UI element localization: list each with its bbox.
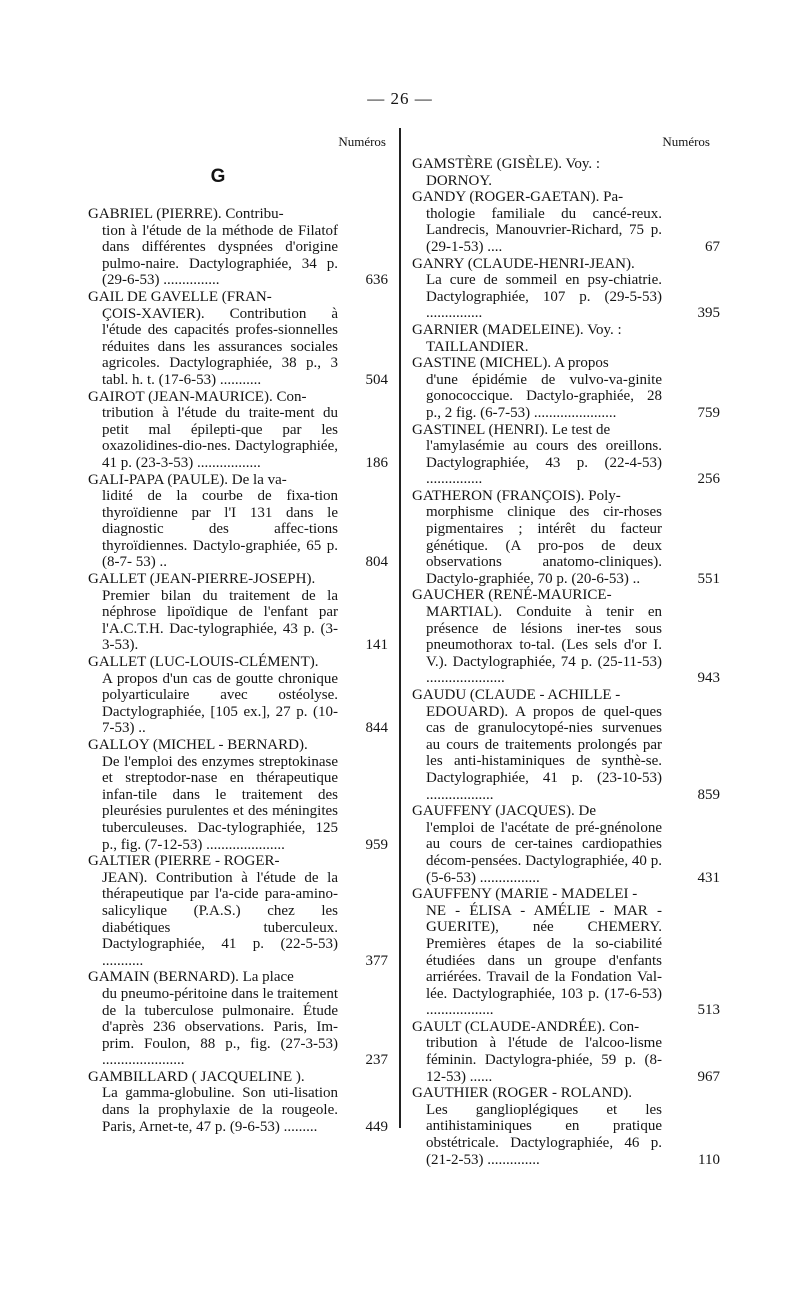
- index-entry: [88, 571, 388, 654]
- entry-heading: GAUDU (CLAUDE - ACHILLE -: [412, 687, 621, 703]
- entry-number: 67: [705, 238, 720, 255]
- entry-body: d'une épidémie de vulvo-va-ginite gonococcique. Dactylo-graphiée, 28 p., 2 fig. (6-7-53) ......................: [426, 371, 662, 421]
- entry-heading: GALLET (LUC-LOUIS-CLÉMENT).: [88, 654, 319, 671]
- index-entry: [412, 255, 720, 322]
- column-divider: [399, 128, 401, 1128]
- entry-heading: GABRIEL (PIERRE). Contribu-: [88, 206, 284, 222]
- entry-body: NE - ÉLISA - AMÉLIE - MAR - GUERITE), née CHEMERY. Premières étapes de la so-ciabilité étudiées dans un groupe d'enfants arriérées. Travail de la Fondation Val-lée. Dactylographiée, 103 p. (17-6-53) ..................: [426, 902, 662, 1019]
- left-column-header: Numéros: [338, 134, 386, 149]
- entry-heading: GAMSTÈRE (GISÈLE). Voy. :: [412, 156, 601, 172]
- entry-heading: GAULT (CLAUDE-ANDRÉE). Con-: [412, 1018, 640, 1035]
- entry-heading: GAUCHER (RENÉ-MAURICE-: [412, 587, 612, 604]
- entry-heading: GANRY (CLAUDE-HENRI-JEAN).: [412, 255, 635, 272]
- entry-number: 377: [365, 952, 388, 969]
- entry-number: 636: [365, 272, 388, 289]
- entry-heading: GASTINE (MICHEL). A propos: [412, 355, 609, 372]
- entry-number: 141: [365, 637, 388, 654]
- entry-body: tribution à l'étude de l'alcoo-lisme féminin. Dactylogra-phiée, 59 p. (8-12-53) ......: [426, 1035, 662, 1085]
- index-entry: [412, 886, 720, 1019]
- index-entry: [88, 969, 388, 1069]
- entry-heading: GANDY (ROGER-GAETAN). Pa-: [412, 189, 624, 206]
- entry-number: 504: [365, 371, 388, 388]
- entry-number: 804: [365, 554, 388, 571]
- index-entry: [88, 1069, 388, 1135]
- entry-number: 844: [365, 720, 388, 737]
- index-entry: [412, 1085, 720, 1168]
- entry-body: du pneumo-péritoine dans le traitement de la tuberculose pulmonaire. Étude d'après 236 observations. Paris, Im-prim. Foulon, 88 p., fig. (27-3-53) ......................: [102, 985, 338, 1069]
- index-entry: [412, 322, 712, 355]
- entry-number: 959: [365, 836, 388, 853]
- entry-heading: GARNIER (MADELEINE). Voy. :: [412, 321, 622, 338]
- entry-heading: GAIL DE GAVELLE (FRAN-: [88, 288, 272, 305]
- entry-body: ÇOIS-XAVIER). Contribution à l'étude des capacités profes-sionnelles réduites dans les assurances sociales agricoles. Dactylographiée, 38 p., 3 tabl. h. t. (17-6-53) ...........: [102, 305, 338, 388]
- entry-heading: GAIROT (JEAN-MAURICE). Con-: [88, 388, 307, 405]
- entry-heading: GAUTHIER (ROGER - ROLAND).: [412, 1085, 632, 1102]
- entry-number: 943: [697, 670, 720, 687]
- entry-heading: GAUFFENY (JACQUES). De: [412, 803, 597, 820]
- left-entries: [88, 206, 388, 1135]
- entry-body: thologie familiale du cancé-reux. Landrecis, Manouvrier-Richard, 75 p. (29-1-53) ....: [426, 205, 662, 255]
- entry-number: 513: [697, 1002, 720, 1019]
- index-entry: [412, 687, 720, 803]
- index-entry: [88, 472, 388, 572]
- entry-number: 759: [697, 404, 720, 421]
- entry-number: 967: [697, 1068, 720, 1085]
- entry-heading: GALLET (JEAN-PIERRE-JOSEPH).: [88, 571, 316, 588]
- entry-number: 395: [697, 305, 720, 322]
- index-entry: [88, 289, 388, 389]
- index-entry: [412, 189, 720, 255]
- entry-number: 449: [365, 1118, 388, 1135]
- entry-body: MARTIAL). Conduite à tenir en présence de lésions iner-tes sous pneumothorax to-tal. (Les sels d'or I. V.). Dactylographiée, 74 p. (25-11-53) .....................: [426, 604, 662, 687]
- entry-body: La gamma-globuline. Son uti-lisation dans la prophylaxie de la rougeole. Paris, Arnet-te, 47 p. (9-6-53) .........: [102, 1085, 338, 1135]
- entry-heading: GATHERON (FRANÇOIS). Poly-: [412, 487, 621, 504]
- index-entry: [412, 156, 712, 189]
- entry-body: TAILLANDIER.: [426, 338, 529, 355]
- entry-number: 551: [697, 570, 720, 587]
- index-entry: [412, 587, 720, 687]
- entry-heading: GASTINEL (HENRI). Le test de: [412, 421, 611, 438]
- entry-heading: GAMAIN (BERNARD). La place: [88, 969, 294, 986]
- right-entries: [412, 156, 720, 1168]
- entry-body: morphisme clinique des cir-rhoses pigmentaires ; intérêt du facteur génétique. (A pro-pos de deux observations anatomo-cliniques). Dactylo-graphiée, 70 p. (20-6-53) ..: [426, 504, 662, 587]
- entry-body: De l'emploi des enzymes streptokinase et streptodor-nase en thérapeutique infan-tile dans le traitement des pleurésies purulentes et des méningites tuberculeuses. Dac-tylographiée, 125 p., fig. (7-12-53) .....................: [102, 753, 338, 853]
- entry-heading: GALTIER (PIERRE - ROGER-: [88, 853, 280, 870]
- index-entry: [88, 654, 388, 737]
- entry-body: lidité de la courbe de fixa-tion thyroïdienne par l'I 131 dans le diagnostic des affec-tions thyroïdiennes. Dactylo-graphiée, 65 p. (8-7- 53) ..: [102, 488, 338, 571]
- entry-body: EDOUARD). A propos de quel-ques cas de granulocytopé-nies survenues au cours de traitements prolongés par les anti-histaminiques de synthè-se. Dactylographiée, 41 p. (23-10-53) ..................: [426, 703, 662, 803]
- section-letter: G: [210, 166, 226, 187]
- index-entry: [88, 853, 388, 969]
- index-entry: [88, 737, 388, 853]
- entry-body: La cure de sommeil en psy-chiatrie. Dactylographiée, 107 p. (29-5-53) ...............: [426, 272, 662, 322]
- entry-body: l'amylasémie au cours des oreillons. Dactylographiée, 43 p. (22-4-53) ...............: [426, 438, 662, 488]
- index-entry: [88, 206, 388, 289]
- entry-body: Les ganglioplégiques et les antihistaminiques en pratique obstétricale. Dactylographiée, 46 p. (21-2-53) ..............: [426, 1101, 662, 1168]
- left-column: [88, 134, 388, 1135]
- entry-body: l'emploi de l'acétate de pré-gnénolone au cours de cer-taines cardiopathies décom-pensées. Dactylographiée, 40 p. (5-6-53) ................: [426, 819, 662, 886]
- index-entry: [88, 389, 388, 472]
- index-entry: [412, 355, 720, 421]
- entry-body: tion à l'étude de la méthode de Filatof dans différentes dyspnées d'origine pulmo-naire. Dactylographiée, 34 p. (29-6-53) ...............: [102, 222, 338, 289]
- entry-number: 186: [365, 454, 388, 471]
- index-entry: [412, 1018, 720, 1085]
- entry-heading: GALI-PAPA (PAULE). De la va-: [88, 471, 287, 488]
- entry-body: A propos d'un cas de goutte chronique polyarticulaire avec ostéolyse. Dactylographiée, [105 ex.], 27 p. (10-7-53) ..: [102, 670, 338, 737]
- entry-body: tribution à l'étude du traite-ment du petit mal épilepti-que par les oxazolidines-dio-nes. Dactylographiée, 41 p. (23-3-53) .................: [102, 405, 338, 471]
- entry-body: Premier bilan du traitement de la néphrose lipoïdique de l'enfant par l'A.C.T.H. Dac-tylographiée, 43 p. (3-3-53).: [102, 587, 338, 654]
- entry-number: 859: [697, 786, 720, 803]
- page-number: — 26 —: [367, 89, 433, 108]
- entry-number: 237: [365, 1052, 388, 1069]
- index-entry: [412, 803, 720, 886]
- entry-number: 256: [697, 471, 720, 488]
- entry-body: JEAN). Contribution à l'étude de la thérapeutique par l'a-cide para-amino-salicylique (P.A.S.) chez les diabétiques tuberculeux. Dactylographiée, 41 p. (22-5-53) ...........: [102, 869, 338, 969]
- entry-heading: GAMBILLARD ( JACQUELINE ).: [88, 1068, 305, 1085]
- index-entry: [412, 487, 720, 588]
- right-column: [412, 134, 720, 1168]
- entry-body: DORNOY.: [426, 172, 492, 189]
- entry-number: 110: [698, 1151, 720, 1168]
- right-column-header: Numéros: [662, 134, 710, 149]
- index-entry: [412, 421, 720, 488]
- entry-heading: GALLOY (MICHEL - BERNARD).: [88, 737, 308, 753]
- entry-number: 431: [697, 869, 720, 886]
- entry-heading: GAUFFENY (MARIE - MADELEI -: [412, 886, 638, 903]
